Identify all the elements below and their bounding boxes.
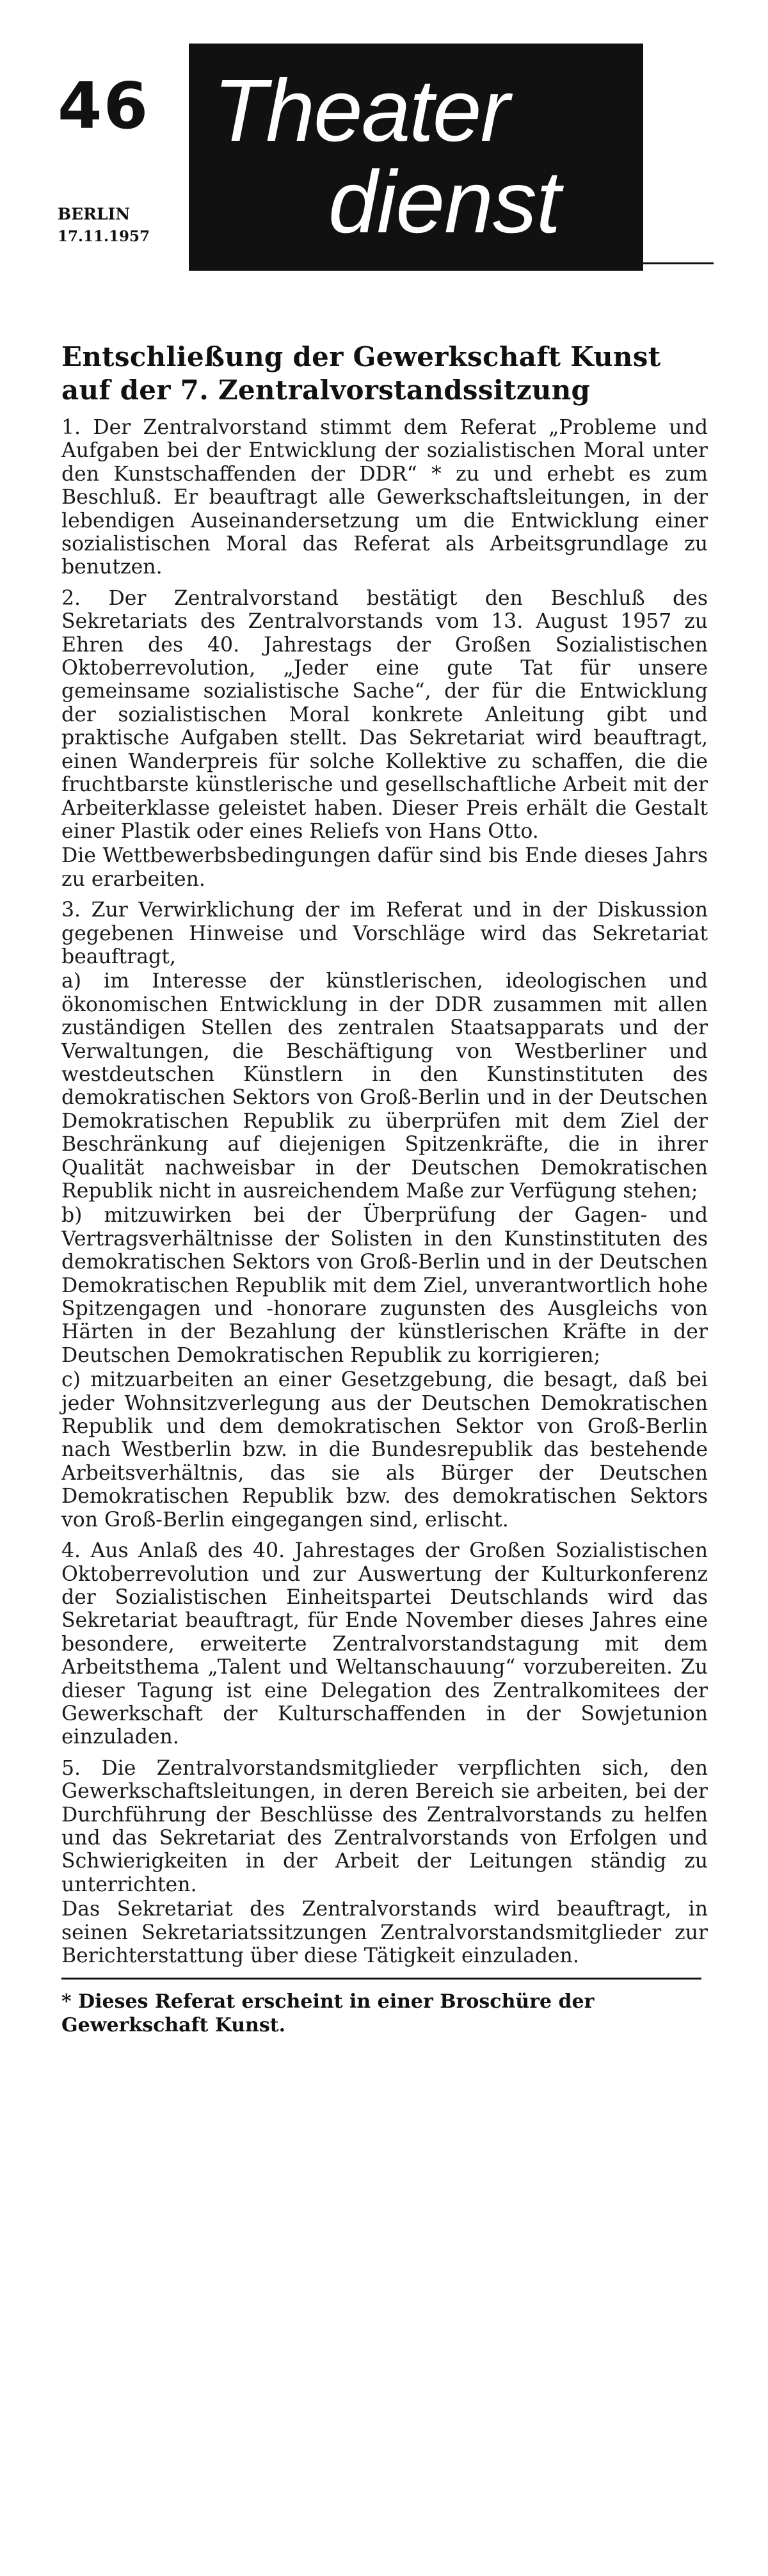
title-logo-line2: dienst — [328, 153, 561, 252]
title-logo-line1: Theater — [213, 61, 509, 160]
paragraph-1: 1. Der Zentralvorstand stimmt dem Referat „Probleme und Aufgaben bei der Entwicklung der sozialistischen Moral unter den Kunstschaffenden der DDR“ * zu und erhebt es zum Beschluß. Er beauftragt alle Gewerkschaftsleitungen, in der lebendigen Auseinandersetzung um die Entwicklung einer sozialistischen Moral das Referat als Arbeitsgrundlage zu benutzen. — [61, 416, 708, 579]
article-body — [61, 416, 708, 1967]
publication-place: BERLIN — [58, 205, 131, 223]
paragraph-3: 3. Zur Verwirklichung der im Referat und in der Diskussion gegebenen Hinweise und Vorschläge wird das Sekretariat beauftragt, — [61, 899, 708, 968]
publication-date: 17.11.1957 — [58, 228, 150, 245]
article-headline: Entschließung der Gewerkschaft Kunst auf der 7. Zentralvorstandssitzung — [61, 341, 661, 406]
paragraph-2: 2. Der Zentralvorstand bestätigt den Beschluß des Sekretariats des Zentralvorstands vom 13. August 1957 zu Ehren des 40. Jahrestags der Großen Sozialistischen Oktoberrevolution, „Jeder eine gute Tat für unsere gemeinsame sozialistische Sache“, der für die Entwicklung der sozialistischen Moral konkrete Anleitung gibt und praktische Aufgaben stellt. Das Sekretariat wird beauftragt, einen Wanderpreis für solche Kollektive zu schaffen, die die fruchtbarste künstlerische und gesellschaftliche Arbeit mit der Arbeiterklasse geleistet haben. Dieser Preis erhält die Gestalt einer Plastik oder eines Reliefs von Hans Otto. — [61, 586, 708, 843]
paragraph-4: 4. Aus Anlaß des 40. Jahrestages der Großen Sozialistischen Oktoberrevolution und zur Auswertung der Kulturkonferenz der Sozialistischen Einheitspartei Deutschlands wird das Sekretariat beauftragt, für Ende November dieses Jahres eine besondere, erweiterte Zentralvorstandstagung mit dem Arbeitsthema „Talent und Weltanschauung“ vorzubereiten. Zu dieser Tagung ist eine Delegation des Zentralkomitees der Gewerkschaft der Kulturschaffenden in der Sowjetunion einzuladen. — [61, 1539, 708, 1749]
paragraph-3c: c) mitzuarbeiten an einer Gesetzgebung, die besagt, daß bei jeder Wohnsitzverlegung aus der Deutschen Demokratischen Republik und dem demokratischen Sektor von Groß-Berlin nach Westberlin bzw. in die Bundesrepublik das bestehende Arbeitsverhältnis, das sie als Bürger der Deutschen Demokratischen Republik bzw. des demokratischen Sektors von Groß-Berlin eingegangen sind, erlischt. — [61, 1368, 708, 1532]
paragraph-3b: b) mitzuwirken bei der Überprüfung der Gagen- und Vertragsverhältnisse der Solisten in den Kunstinstituten des demokratischen Sektors von Groß-Berlin und in der Deutschen Demokratischen Republik mit dem Ziel, unverantwortlich hohe Spitzengagen und -honorare zugunsten des Ausgleichs von Härten in der Bezahlung der künstlerischen Kräfte in der Deutschen Demokratischen Republik zu korrigieren; — [61, 1204, 708, 1367]
issue-number: 46 — [58, 68, 150, 143]
paragraph-3a: a) im Interesse der künstlerischen, ideologischen und ökonomischen Entwicklung in der DDR zusammen mit allen zuständigen Stellen des zentralen Staatsapparats und der Verwaltungen, die Beschäftigung von Westberliner und westdeutschen Künstlern in den Kunstinstituten des demokratischen Sektors von Groß-Berlin und in der Deutschen Demokratischen Republik zu überprüfen mit dem Ziel der Beschränkung auf diejenigen Spitzenkräfte, die in ihrer Qualität nachweisbar in der Deutschen Demokratischen Republik nicht in ausreichendem Maße zur Verfügung stehen; — [61, 970, 708, 1203]
paragraph-5: 5. Die Zentralvorstandsmitglieder verpflichten sich, den Gewerkschaftsleitungen, in deren Bereich sie arbeiten, bei der Durchführung der Beschlüsse des Zentralvorstands zu helfen und das Sekretariat des Zentralvorstands von Erfolgen und Schwierigkeiten in der Arbeit der Leitungen ständig zu unterrichten. — [61, 1756, 708, 1896]
masthead — [58, 44, 717, 280]
title-logo — [189, 44, 643, 271]
footnote-divider — [61, 1978, 701, 1980]
paragraph-2-competition: Die Wettbewerbsbedingungen dafür sind bis Ende dieses Jahrs zu erarbeiten. — [61, 844, 708, 891]
footnote: * Dieses Referat erscheint in einer Broschüre der Gewerkschaft Kunst. — [61, 1990, 595, 2037]
paragraph-5-secretariat: Das Sekretariat des Zentralvorstands wird beauftragt, in seinen Sekretariatssitzungen Zentralvorstandsmitglieder zur Berichterstattung über diese Tätigkeit einzuladen. — [61, 1898, 708, 1967]
masthead-rule — [643, 262, 714, 264]
article — [61, 340, 708, 2037]
